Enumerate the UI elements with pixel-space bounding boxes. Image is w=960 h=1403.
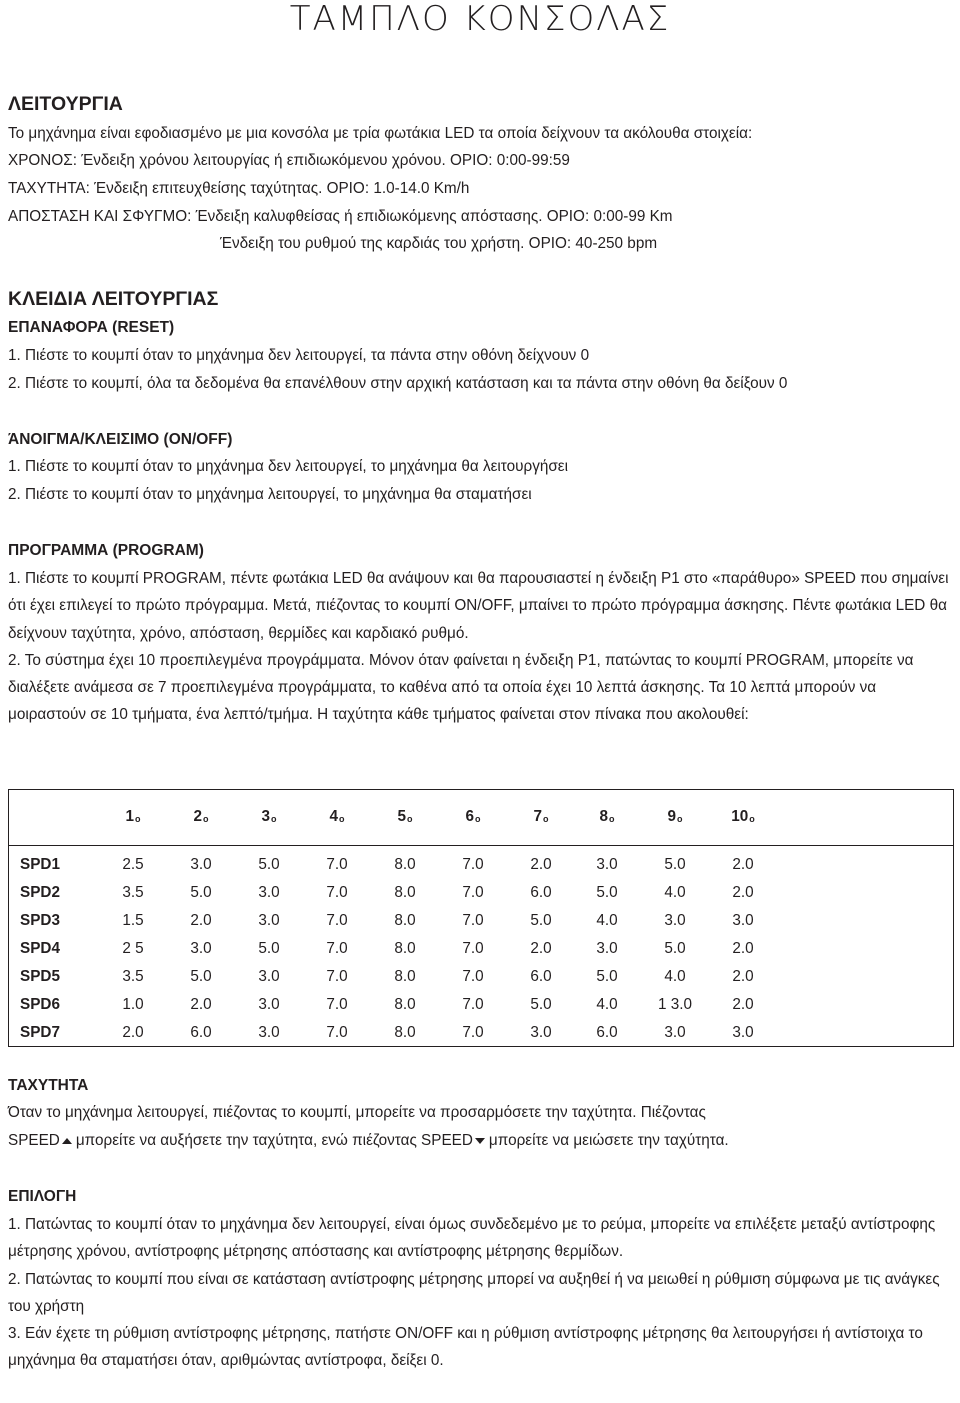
table-header-cell xyxy=(438,806,508,828)
table-cell: 7.0 xyxy=(462,968,484,985)
table-cell: 7.0 xyxy=(462,856,484,873)
table-cell: 4.0 xyxy=(664,884,686,901)
table-cell: 5.0 xyxy=(258,856,280,873)
table-cell: 2.0 xyxy=(732,940,754,957)
table-cell: 5.0 xyxy=(664,856,686,873)
table-cell: 5.0 xyxy=(664,940,686,957)
operation-line: ΤΑΧΥΤΗΤΑ: Ένδειξη επιτευχθείσης ταχύτητας. ΟΡΙΟ: 1.0-14.0 Km/h xyxy=(8,180,470,197)
speed-text: μπορείτε να μειώσετε την ταχύτητα. xyxy=(488,1132,729,1149)
table-cell: 2.0 xyxy=(530,940,552,957)
reset-line: 1. Πιέστε το κουμπί όταν το μηχάνημα δεν λειτουργεί, τα πάντα στην οθόνη δείχνουν 0 xyxy=(8,347,590,364)
ordinal-mark: ο xyxy=(407,814,413,824)
table-cell: 7.0 xyxy=(326,856,348,873)
table-cell: 8.0 xyxy=(394,996,416,1013)
table-header-row xyxy=(9,790,953,846)
keys-heading: ΚΛΕΙΔΙΑ ΛΕΙΤΟΥΡΓΙΑΣ xyxy=(8,288,219,310)
table-cell: 3.0 xyxy=(258,1024,280,1041)
table-cell: 3.5 xyxy=(122,884,144,901)
table-cell: 3.0 xyxy=(258,996,280,1013)
table-header-cell xyxy=(234,806,304,828)
table-cell: 8.0 xyxy=(394,912,416,929)
table-cell: 3.0 xyxy=(732,1024,754,1041)
table-cell: 3.0 xyxy=(258,912,280,929)
table-cell: 6.0 xyxy=(530,884,552,901)
speed-program-table xyxy=(8,789,954,1047)
selection-paragraph-2: 2. Πατώντας το κουμπί που είναι σε κατάσταση αντίστροφης μέτρησης μπορεί να αυξηθεί ή να μειωθεί η ρύθμιση σύμφωνα με τις ανάγκες του χρήστη xyxy=(8,1270,940,1315)
table-cell: 7.0 xyxy=(462,940,484,957)
segment-number: 6 xyxy=(465,808,474,825)
table-header-cell xyxy=(302,806,372,828)
page-title: ΤΑΜΠΛΟ ΚΟΝΣΟΛΑΣ xyxy=(289,0,671,39)
table-header-cell xyxy=(640,806,710,828)
table-cell: 2 5 xyxy=(122,940,144,957)
table-cell: 4.0 xyxy=(596,996,618,1013)
segment-number: 7 xyxy=(533,808,542,825)
arrow-down-icon xyxy=(475,1138,485,1144)
speed-text: μπορείτε να αυξήσετε την ταχύτητα, ενώ πιέζοντας SPEED xyxy=(75,1132,473,1149)
selection-text xyxy=(8,1211,953,1375)
ordinal-mark: ο xyxy=(475,814,481,824)
table-row xyxy=(9,852,953,880)
table-cell: 7.0 xyxy=(326,912,348,929)
table-cell: 5.0 xyxy=(190,884,212,901)
table-cell: 2.0 xyxy=(122,1024,144,1041)
table-cell: 6.0 xyxy=(190,1024,212,1041)
table-cell: 3.0 xyxy=(732,912,754,929)
table-cell: 3.0 xyxy=(258,968,280,985)
table-cell: 5.0 xyxy=(596,884,618,901)
table-cell: 2.0 xyxy=(732,856,754,873)
table-cell: 7.0 xyxy=(326,996,348,1013)
table-cell: 1.0 xyxy=(122,996,144,1013)
segment-number: 1 xyxy=(125,808,134,825)
table-cell: 3.0 xyxy=(664,912,686,929)
table-row xyxy=(9,1020,953,1048)
ordinal-mark: ο xyxy=(203,814,209,824)
table-row xyxy=(9,880,953,908)
row-label: SPD6 xyxy=(20,996,60,1013)
row-label: SPD1 xyxy=(20,856,60,873)
operation-line: ΑΠΟΣΤΑΣΗ ΚΑΙ ΣΦΥΓΜΟ: Ένδειξη καλυφθείσας ή επιδιωκόμενης απόστασης. ΟΡΙΟ: 0:00-99 Km xyxy=(8,208,673,225)
table-cell: 7.0 xyxy=(326,1024,348,1041)
program-paragraph-1: 1. Πιέστε το κουμπί PROGRAM, πέντε φωτάκια LED θα ανάψουν και θα παρουσιαστεί η ένδειξη P1 στο «παράθυρο» SPEED που σημαίνει ότι έχει επιλεγεί το πρώτο πρόγραμμα. Μετά, πιέζοντας το κουμπί ON/OFF, μπαίνει το πρώτο πρόγραμμα άσκησης. Πέντε φωτάκια LED θα δείχνουν ταχύτητα, χρόνο, απόσταση, θερμίδες και καρδιακό ρυθμό. xyxy=(8,570,949,642)
table-cell: 2.0 xyxy=(732,968,754,985)
table-header-cell xyxy=(166,806,236,828)
onoff-heading: ΆΝΟΙΓΜΑ/ΚΛΕΙΣΙΜΟ (ON/OFF) xyxy=(8,431,233,448)
segment-number: 4 xyxy=(329,808,338,825)
ordinal-mark: ο xyxy=(749,814,755,824)
table-row xyxy=(9,964,953,992)
table-cell: 8.0 xyxy=(394,856,416,873)
selection-paragraph-1: 1. Πατώντας το κουμπί όταν το μηχάνημα δεν λειτουργεί, είναι όμως συνδεδεμένο με το ρεύμα, μπορείτε να επιλέξετε μεταξύ αντίστροφης μέτρησης χρόνου, αντίστροφης μέτρησης απόστασης και αντίστροφης μέτρησης θερμίδων. xyxy=(8,1216,936,1261)
table-cell: 5.0 xyxy=(258,940,280,957)
onoff-line: 2. Πιέστε το κουμπί όταν το μηχάνημα λειτουργεί, το μηχάνημα θα σταματήσει xyxy=(8,486,532,503)
operation-line: ΧΡΟΝΟΣ: Ένδειξη χρόνου λειτουργίας ή επιδιωκόμενου χρόνου. ΟΡΙΟ: 0:00-99:59 xyxy=(8,152,570,169)
ordinal-mark: ο xyxy=(609,814,615,824)
row-label: SPD4 xyxy=(20,940,60,957)
arrow-up-icon xyxy=(62,1138,72,1144)
operation-line: Το μηχάνημα είναι εφοδιασμένο με μια κονσόλα με τρία φωτάκια LED τα οποία δείχνουν τα ακόλουθα στοιχεία: xyxy=(8,125,753,142)
program-paragraph-2: 2. Το σύστημα έχει 10 προεπιλεγμένα προγράμματα. Μόνον όταν φαίνεται η ένδειξη P1, πατώντας το κουμπί PROGRAM, μπορείτε να διαλέξετε ανάμεσα σε 7 προεπιλεγμένα προγράμματα, το καθένα από τα οποία έχει 10 λεπτά άσκησης. Τα 10 λεπτά μπορούν να μοιραστούν σε 10 τμήματα, ένα λεπτό/τμήμα. Η ταχύτητα κάθε τμήματος φαίνεται στον πίνακα που ακολουθεί: xyxy=(8,651,914,724)
table-cell: 2.0 xyxy=(530,856,552,873)
table-cell: 4.0 xyxy=(596,912,618,929)
segment-number: 3 xyxy=(261,808,270,825)
table-header-cell xyxy=(370,806,440,828)
segment-number: 5 xyxy=(397,808,406,825)
operation-heading: ΛΕΙΤΟΥΡΓΙΑ xyxy=(8,93,123,115)
table-cell: 3.0 xyxy=(664,1024,686,1041)
program-heading: ΠΡΟΓΡΑΜΜΑ (PROGRAM) xyxy=(8,542,204,559)
table-cell: 2.0 xyxy=(732,884,754,901)
row-label: SPD7 xyxy=(20,1024,60,1041)
table-cell: 3.0 xyxy=(530,1024,552,1041)
selection-heading: ΕΠΙΛΟΓΗ xyxy=(8,1188,77,1205)
table-cell: 1.5 xyxy=(122,912,144,929)
table-cell: 3.5 xyxy=(122,968,144,985)
table-cell: 3.0 xyxy=(190,856,212,873)
selection-paragraph-3: 3. Εάν έχετε τη ρύθμιση αντίστροφης μέτρησης, πατήστε ON/OFF και η ρύθμιση αντίστροφης μέτρησης θα λειτουργήσει ή αντίστοιχα το μηχάνημα θα σταματήσει όταν, αριθμώντας αντίστροφα, δείξει 0. xyxy=(8,1325,923,1370)
segment-number: 2 xyxy=(193,808,202,825)
operation-line: Ένδειξη του ρυθμού της καρδιάς του χρήστη. ΟΡΙΟ: 40-250 bpm xyxy=(220,235,658,252)
table-header-cell xyxy=(708,806,778,828)
table-cell: 4.0 xyxy=(664,968,686,985)
table-cell: 3.0 xyxy=(596,856,618,873)
segment-number: 8 xyxy=(599,808,608,825)
table-cell: 2.5 xyxy=(122,856,144,873)
reset-line: 2. Πιέστε το κουμπί, όλα τα δεδομένα θα επανέλθουν στην αρχική κατάσταση και τα πάντα στην οθόνη θα δείξουν 0 xyxy=(8,375,788,392)
table-cell: 7.0 xyxy=(462,996,484,1013)
table-cell: 7.0 xyxy=(326,884,348,901)
ordinal-mark: ο xyxy=(135,814,141,824)
table-header-cell xyxy=(572,806,642,828)
ordinal-mark: ο xyxy=(271,814,277,824)
segment-number: 9 xyxy=(667,808,676,825)
table-cell: 2.0 xyxy=(190,912,212,929)
table-cell: 2.0 xyxy=(190,996,212,1013)
segment-number: 10 xyxy=(731,808,749,825)
table-cell: 3.0 xyxy=(258,884,280,901)
program-text xyxy=(8,565,953,729)
speed-line xyxy=(8,1130,729,1152)
ordinal-mark: ο xyxy=(543,814,549,824)
table-cell: 7.0 xyxy=(462,884,484,901)
table-cell: 5.0 xyxy=(530,912,552,929)
table-cell: 2.0 xyxy=(732,996,754,1013)
row-label: SPD2 xyxy=(20,884,60,901)
table-cell: 1 3.0 xyxy=(657,996,693,1013)
table-cell: 6.0 xyxy=(596,1024,618,1041)
ordinal-mark: ο xyxy=(677,814,683,824)
table-row xyxy=(9,936,953,964)
table-header-cell xyxy=(98,806,168,828)
table-row xyxy=(9,908,953,936)
table-cell: 5.0 xyxy=(596,968,618,985)
ordinal-mark: ο xyxy=(339,814,345,824)
speed-heading: ΤΑΧΥΤΗΤΑ xyxy=(8,1077,89,1094)
table-cell: 8.0 xyxy=(394,968,416,985)
table-cell: 7.0 xyxy=(326,968,348,985)
speed-line: Όταν το μηχάνημα λειτουργεί, πιέζοντας το κουμπί, μπορείτε να προσαρμόσετε την ταχύτητα. Πιέζοντας xyxy=(8,1104,706,1121)
table-cell: 5.0 xyxy=(530,996,552,1013)
reset-heading: ΕΠΑΝΑΦΟΡΑ (RESET) xyxy=(8,319,175,336)
table-cell: 7.0 xyxy=(462,1024,484,1041)
table-cell: 7.0 xyxy=(462,912,484,929)
speed-label: SPEED xyxy=(8,1132,60,1149)
table-cell: 8.0 xyxy=(394,940,416,957)
table-header-cell xyxy=(506,806,576,828)
table-cell: 7.0 xyxy=(326,940,348,957)
table-cell: 3.0 xyxy=(190,940,212,957)
table-cell: 5.0 xyxy=(190,968,212,985)
row-label: SPD5 xyxy=(20,968,60,985)
table-row xyxy=(9,992,953,1020)
table-cell: 3.0 xyxy=(596,940,618,957)
table-cell: 6.0 xyxy=(530,968,552,985)
table-cell: 8.0 xyxy=(394,884,416,901)
row-label: SPD3 xyxy=(20,912,60,929)
onoff-line: 1. Πιέστε το κουμπί όταν το μηχάνημα δεν λειτουργεί, το μηχάνημα θα λειτουργήσει xyxy=(8,458,569,475)
table-cell: 8.0 xyxy=(394,1024,416,1041)
